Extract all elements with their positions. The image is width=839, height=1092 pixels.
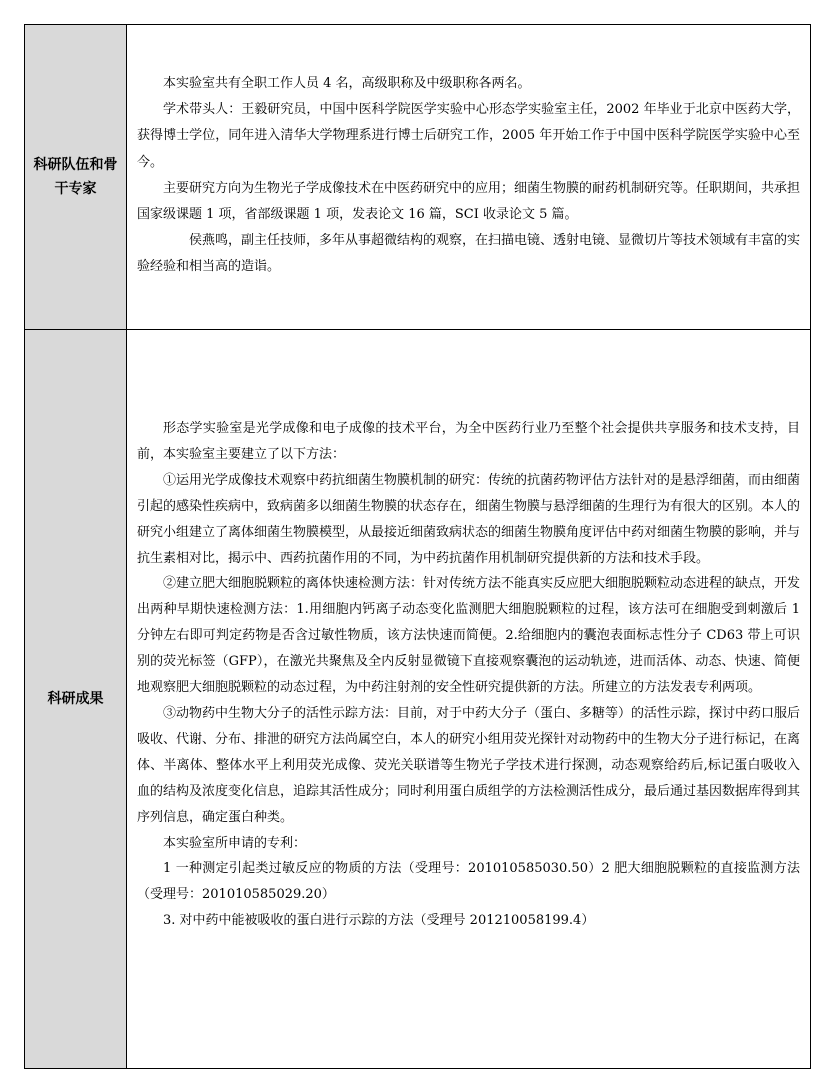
results-paragraph: 1 一种测定引起类过敏反应的物质的方法（受理号：201010585030.50）2 肥大细胞脱颗粒的直接监测方法（受理号：201010585029.20） [137, 861, 800, 903]
team-paragraph: 主要研究方向为生物光子学成像技术在中医药研究中的应用；细菌生物膜的耐药机制研究等。任职期间，共承担国家级课题 1 项，省部级课题 1 项，发表论文 16 篇，SCI 收录论文 5 篇。 [137, 180, 801, 223]
results-row [25, 330, 810, 1068]
results-paragraph: 形态学实验室是光学成像和电子成像的技术平台，为全中医药行业乃至整个社会提供共享服务和技术支持，目前，本实验室主要建立了以下方法： [137, 421, 800, 462]
results-content [127, 330, 810, 1068]
team-paragraph: 本实验室共有全职工作人员 4 名，高级职称及中级职称各两名。 [163, 76, 531, 91]
results-paragraph: ①运用光学成像技术观察中药抗细菌生物膜机制的研究：传统的抗菌药物评估方法针对的是悬浮细菌，而由细菌引起的感染性疾病中，致病菌多以细菌生物膜的状态存在，细菌生物膜与悬浮细菌的生理行为有很大的区别。本人的研究小组建立了离体细菌生物膜模型，从最接近细菌致病状态的细菌生物膜角度评估中药对细菌生物膜的影响，并与抗生素相对比，揭示中、西药抗菌作用的不同，为中药抗菌作用机制研究提供新的方法和技术手段。 [137, 472, 801, 566]
team-row [25, 25, 810, 330]
results-paragraph: ③动物药中生物大分子的活性示踪方法：目前，对于中药大分子（蛋白、多糖等）的活性示踪，探讨中药口服后吸收、代谢、分布、排泄的研究方法尚属空白，本人的研究小组用荧光探针对动物药中的生物大分子进行标记，在离体、半离体、整体水平上利用荧光成像、荧光关联谱等生物光子学技术进行探测，动态观察给药后,标记蛋白吸收入血的结构及浓度变化信息，追踪其活性成分；同时利用蛋白质组学的方法检测活性成分，最后通过基因数据库得到其序列信息，确定蛋白种类。 [137, 705, 801, 825]
results-paragraph: ②建立肥大细胞脱颗粒的离体快速检测方法：针对传统方法不能真实反应肥大细胞脱颗粒动态进程的缺点，开发出两种早期快速检测方法：1.用细胞内钙离子动态变化监测肥大细胞脱颗粒的过程，该方法可在细胞受到刺激后 1 分钟左右即可判定药物是否含过敏性物质，该方法快速而简便。2.给细胞内的囊泡表面标志性分子 CD63 带上可识别的荧光标签（GFP），在激光共聚焦及全内反射显微镜下直接观察囊泡的运动轨迹，进而活体、动态、快速、简便地观察肥大细胞脱颗粒的动态过程，为中药注射剂的安全性研究提供新的方法。所建立的方法发表专利两项。 [137, 576, 801, 696]
team-label-text: 科研队伍和骨干专家 [33, 157, 118, 197]
info-table [24, 24, 811, 1069]
team-paragraph: 学术带头人：王毅研究员，中国中医科学院医学实验中心形态学实验室主任，2002 年毕业于北京中医药大学，获得博士学位，同年进入清华大学物理系进行博士后研究工作，2005 年开始工作于中国中医科学院医学实验中心至今。 [137, 102, 800, 170]
team-label [25, 25, 127, 329]
results-paragraph: 3. 对中药中能被吸收的蛋白进行示踪的方法（受理号 201210058199.4） [163, 913, 595, 929]
team-paragraph: 侯燕鸣，副主任技师，多年从事超微结构的观察，在扫描电镜、透射电镜、显微切片等技术领域有丰富的实验经验和相当高的造诣。 [137, 233, 801, 275]
results-paragraph: 本实验室所申请的专利： [163, 835, 307, 851]
team-content [127, 25, 810, 329]
results-label-text: 科研成果 [47, 691, 104, 707]
results-label [25, 330, 127, 1068]
